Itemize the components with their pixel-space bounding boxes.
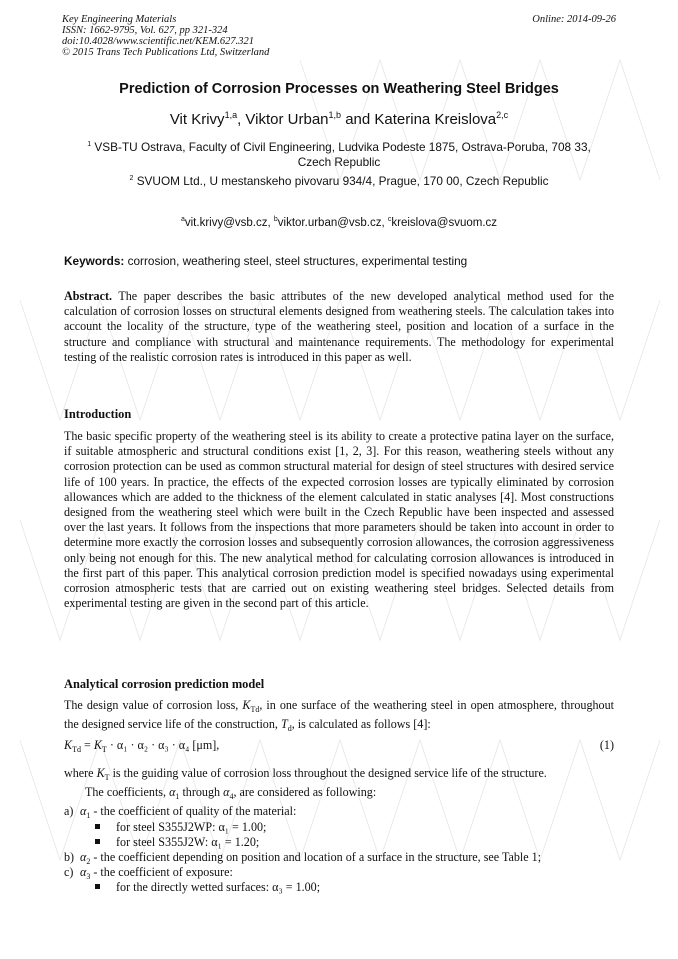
math-subscript: T (104, 773, 110, 782)
math-symbol: α (223, 785, 230, 800)
section-heading-introduction: Introduction (64, 407, 132, 421)
math-subscript: 2 (86, 857, 91, 866)
sub-list-item (64, 880, 624, 895)
list-item-a (64, 804, 624, 819)
math-symbol: T (280, 717, 288, 732)
text-run: The coefficients, (85, 785, 170, 800)
math-symbol: K (64, 738, 73, 752)
equation-1 (64, 738, 614, 754)
affiliation-2 (62, 174, 616, 188)
author-list (40, 110, 638, 128)
author-affiliation-marker: 1,b (328, 110, 342, 120)
text-run: The design value of corrosion loss, (64, 698, 243, 712)
sub-list-item-text: for the directly wetted surfaces: α₃ = 1.00; (116, 880, 321, 895)
math-symbol: α (169, 785, 176, 800)
section-heading-model: Analytical corrosion prediction model (64, 677, 265, 691)
list-item-b (64, 850, 624, 865)
bullet-icon (95, 884, 100, 889)
affiliation-1 (62, 137, 616, 170)
email-link[interactable]: kreislova@svuom.cz (391, 217, 498, 229)
math-symbol: K (96, 766, 105, 780)
author-name: Katerina Kreislova (374, 111, 497, 128)
keywords-label: Keywords: (64, 254, 125, 268)
sub-list-item-text: for steel S355J2W: α₁ = 1.20; (116, 834, 260, 849)
author-name: Viktor Urban (245, 111, 329, 128)
math-subscript: T (101, 745, 107, 754)
equation-rest: · α₁ · α₂ · α₃ · α₄ [μm], (106, 738, 220, 752)
author-name: Vit Krivy (169, 111, 225, 128)
model-paragraph (64, 698, 614, 736)
math-symbol: α (80, 804, 87, 819)
math-subscript: 3 (86, 872, 91, 882)
author-separator: and (341, 111, 375, 128)
abstract-label: Abstract. (64, 289, 113, 303)
email-marker: b (273, 216, 278, 223)
text-run: is the guiding value of corrosion loss throughout the designed service life of the structure. (109, 766, 547, 780)
coefficients-intro-line (64, 785, 624, 804)
equation-number: (1) (599, 738, 614, 752)
list-item-text: - the coefficient of quality of the material: (90, 804, 297, 819)
bullet-icon (95, 824, 100, 829)
email-link[interactable]: vit.krivy@vsb.cz, (184, 217, 271, 229)
author-emails (62, 216, 616, 229)
list-marker: b) (64, 850, 75, 864)
online-date: Online: 2014-09-26 (532, 14, 616, 25)
author-separator: , (237, 111, 246, 128)
affiliation-number: 1 (87, 141, 92, 148)
list-item-text: - the coefficient of exposure: (90, 865, 233, 880)
list-item-c (64, 865, 624, 880)
abstract (64, 289, 614, 365)
math-symbol: K (242, 698, 251, 712)
math-symbol: α (80, 865, 87, 880)
text-run: , is calculated as follows [4]: (291, 717, 431, 732)
text-run: through (179, 785, 224, 800)
abstract-text: The paper describes the basic attributes of the new developed analytical method used for the calculation of corrosion losses on structural elements designed from weathering steels. The calculation takes into account the locality of the structure, type of the weathering steel, position and location of a surface in the structure and compliance with structural and maintenance requirements. The methodology for experimental testing of the realistic corrosion rates is introduced in this paper as well. (64, 289, 614, 364)
list-marker: c) (64, 865, 74, 880)
sub-list-item (64, 835, 624, 850)
author-affiliation-marker: 1,a (224, 110, 238, 120)
affiliation-2-text: SVUOM Ltd., U mestanskeho pivovaru 934/4, Prague, 170 00, Czech Republic (136, 174, 549, 188)
math-operator: = (80, 738, 94, 752)
math-symbol: K (93, 738, 102, 752)
journal-header (62, 14, 616, 58)
list-item-text: - the coefficient depending on position and location of a surface in the structure, see Table 1; (90, 850, 542, 864)
copyright-notice: © 2015 Trans Tech Publications Ltd, Switzerland (62, 47, 270, 58)
sub-list-item-text: for steel S355J2WP: α₁ = 1.00; (116, 819, 267, 834)
keywords (64, 254, 467, 268)
coefficient-list (64, 766, 624, 896)
keywords-text: corrosion, weathering steel, steel structures, experimental testing (127, 254, 468, 268)
paper-title: Prediction of Corrosion Processes on Weathering Steel Bridges (119, 81, 559, 97)
affiliation-1-line-1: VSB-TU Ostrava, Faculty of Civil Engineering, Ludvika Podeste 1875, Ostrava-Poruba, 708 33, (94, 140, 591, 154)
math-subscript: Td (250, 705, 260, 714)
text-run: , in one surface of the weathering steel in open atmosphere, throughout the designed service life of the construction, (64, 698, 614, 732)
author-affiliation-marker: 2,c (496, 110, 509, 120)
email-marker: a (180, 216, 185, 223)
bullet-icon (95, 839, 100, 844)
sub-list-item (64, 820, 624, 835)
where-line (64, 766, 624, 785)
introduction-paragraph: The basic specific property of the weathering steel is its ability to create a protective patina layer on the surface, if suitable atmospheric and structural conditions exist [1, 2, 3]. For this reason, weathering steels without any corrosion protection can be used as common structural material for design of steel structures with desired service life of 100 years. In practice, the effects of the expected corrosion losses are typically eliminated by corrosion allowances which are added to the thickness of the element calculated in static analyses [4]. Most constructions designed from the weathering steel which were built in the Czech Republic have been inspected and assessed over the last years. It follows from the inspections that more parameters should be taken into account in order to determine more exactly the corrosion losses and subsequently corrosion allowances, the corrosion aggressiveness only being not enough for this. The new analytical method for calculating corrosion allowances is introduced in the first part of this paper. This analytical corrosion prediction model is specified nowadays using experimental corrosion atmospheric tests that are carried out on existing weathering steel bridges. Selected details from experimental testing are given in the second part of this article. (64, 429, 614, 611)
affiliation-number: 2 (129, 175, 134, 182)
math-subscript: 4 (229, 792, 234, 802)
email-link[interactable]: viktor.urban@vsb.cz, (277, 217, 385, 229)
email-marker: c (387, 216, 392, 223)
journal-name: Key Engineering Materials (62, 14, 177, 25)
math-symbol: α (80, 850, 87, 864)
article-doi: doi:10.4028/www.scientific.net/KEM.627.321 (62, 36, 254, 47)
math-subscript: Td (72, 745, 81, 754)
math-subscript: d (287, 724, 292, 734)
affiliation-1-line-2: Czech Republic (297, 155, 381, 169)
text-run: , are considered as following: (233, 785, 377, 800)
math-subscript: 1 (86, 811, 91, 821)
math-subscript: 1 (175, 792, 180, 802)
text-run: where (64, 766, 97, 780)
list-marker: a) (64, 804, 74, 819)
journal-issn: ISSN: 1662-9795, Vol. 627, pp 321-324 (62, 25, 228, 36)
